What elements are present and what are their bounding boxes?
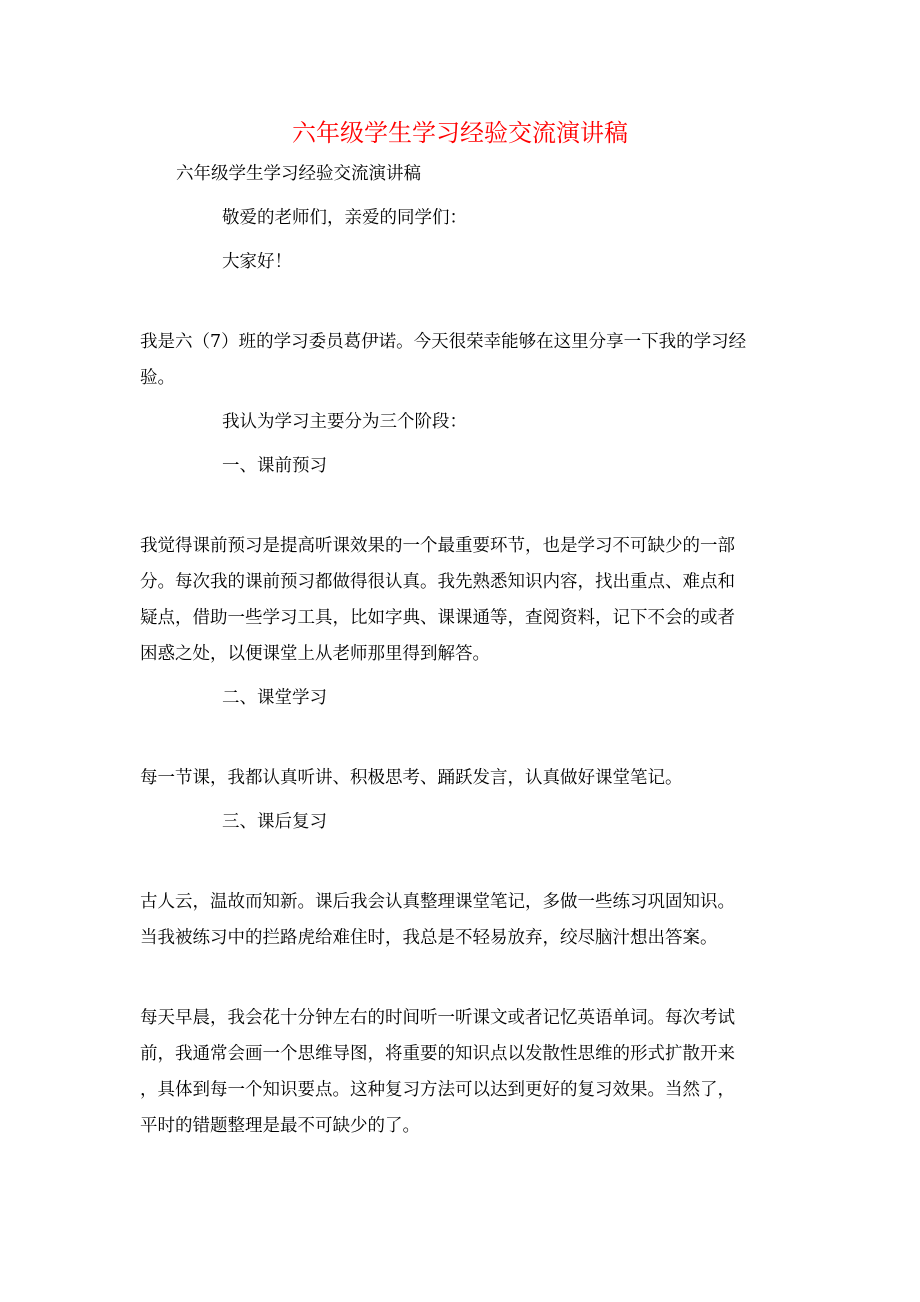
section-3-para-2-line-4: 平时的错题整理是最不可缺少的了。 [140,1116,420,1136]
section-1-line-1: 我觉得课前预习是提高听课效果的一个最重要环节，也是学习不可缺少的一部 [140,536,735,556]
greeting-line: 敬爱的老师们，亲爱的同学们： [222,208,467,228]
section-3-para-2-line-1: 每天早晨，我会花十分钟左右的时间听一听课文或者记忆英语单词。每次考试 [140,1008,735,1028]
document-title: 六年级学生学习经验交流演讲稿 [292,119,628,147]
section-3-para-1-line-1: 古人云，温故而知新。课后我会认真整理课堂笔记，多做一些练习巩固知识。 [140,892,735,912]
section-1-line-3: 疑点，借助一些学习工具，比如字典、课课通等，查阅资料，记下不会的或者 [140,608,735,628]
section-3-para-2-line-3: ，具体到每一个知识要点。这种复习方法可以达到更好的复习效果。当然了， [140,1080,735,1100]
stages-intro-line: 我认为学习主要分为三个阶段： [222,412,467,432]
section-1-line-4: 困惑之处，以便课堂上从老师那里得到解答。 [140,644,490,664]
section-3-para-2-line-2: 前，我通常会画一个思维导图，将重要的知识点以发散性思维的形式扩散开来 [140,1044,735,1064]
intro-line-2: 验。 [140,368,175,388]
document-subtitle: 六年级学生学习经验交流演讲稿 [176,164,421,184]
section-2-line-1: 每一节课，我都认真听讲、积极思考、踊跃发言，认真做好课堂笔记。 [140,768,683,788]
hello-line: 大家好！ [222,252,292,272]
section-3-heading: 三、课后复习 [222,812,327,832]
section-2-heading: 二、课堂学习 [222,688,327,708]
intro-line-1: 我是六（7）班的学习委员葛伊诺。今天很荣幸能够在这里分享一下我的学习经 [140,332,747,352]
section-3-para-1-line-2: 当我被练习中的拦路虎给难住时，我总是不轻易放弃，绞尽脑汁想出答案。 [140,928,718,948]
section-1-heading: 一、课前预习 [222,456,327,476]
section-1-line-2: 分。每次我的课前预习都做得很认真。我先熟悉知识内容，找出重点、难点和 [140,572,735,592]
